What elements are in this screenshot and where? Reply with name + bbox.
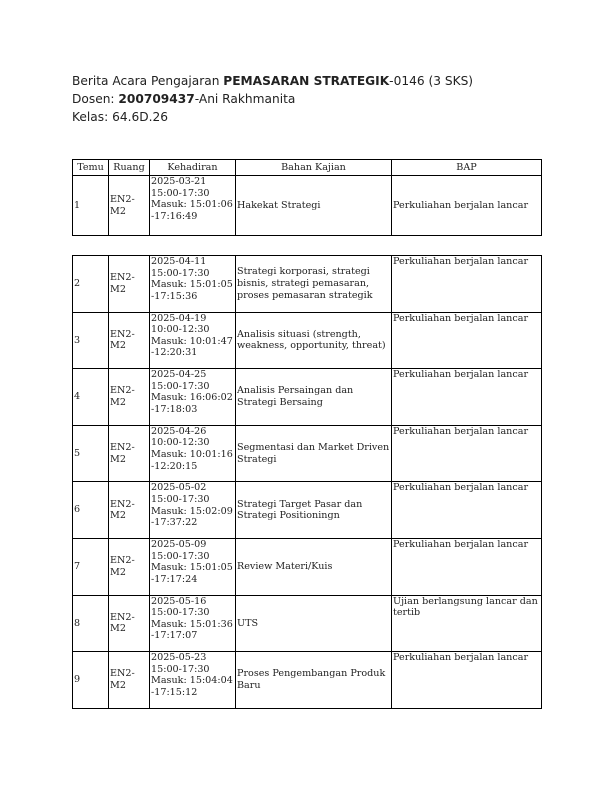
kehadiran-keluar: -17:17:07 <box>151 630 198 642</box>
kehadiran-tanggal: 2025-04-26 <box>151 425 207 437</box>
dosen-name: -Ani Rakhmanita <box>194 92 296 106</box>
col-header-bap: BAP <box>392 160 542 176</box>
cell-ruang: EN2-M2 <box>109 256 150 313</box>
kehadiran-jam: 10:00-12:30 <box>151 324 210 336</box>
attendance-table-continued <box>72 255 542 709</box>
cell-temu: 5 <box>73 425 109 482</box>
cell-bap: Perkuliahan berjalan lancar <box>392 425 542 482</box>
cell-kehadiran <box>150 538 236 595</box>
cell-temu: 3 <box>73 312 109 369</box>
kehadiran-tanggal: 2025-05-02 <box>151 482 207 494</box>
cell-kehadiran <box>150 482 236 539</box>
kehadiran-tanggal: 2025-04-11 <box>151 256 207 267</box>
kehadiran-keluar: -17:16:49 <box>151 210 198 222</box>
cell-bap: Ujian berlangsung lancar dan tertib <box>392 595 542 652</box>
kehadiran-masuk: Masuk: 16:06:02 <box>151 392 233 404</box>
kehadiran-jam: 15:00-17:30 <box>151 267 210 279</box>
cell-bahan-kajian: Strategi korporasi, strategi bisnis, strategi pemasaran, proses pemasaran strategik <box>236 256 392 313</box>
kehadiran-masuk: Masuk: 15:01:05 <box>151 562 233 574</box>
cell-ruang: EN2-M2 <box>109 176 150 236</box>
cell-kehadiran <box>150 176 236 236</box>
kehadiran-tanggal: 2025-04-25 <box>151 369 207 381</box>
course-name: PEMASARAN STRATEGIK <box>223 74 390 88</box>
cell-ruang: EN2-M2 <box>109 369 150 426</box>
cell-bahan-kajian: Proses Pengembangan Produk Baru <box>236 652 392 709</box>
kehadiran-keluar: -17:17:24 <box>151 573 198 585</box>
cell-temu: 7 <box>73 538 109 595</box>
table-row <box>73 369 542 426</box>
kehadiran-keluar: -12:20:31 <box>151 347 198 359</box>
kehadiran-masuk: Masuk: 15:02:09 <box>151 505 233 517</box>
cell-bap: Perkuliahan berjalan lancar <box>392 176 542 236</box>
cell-bahan-kajian: Analisis Persaingan dan Strategi Bersaing <box>236 369 392 426</box>
cell-bap: Perkuliahan berjalan lancar <box>392 538 542 595</box>
table-row <box>73 312 542 369</box>
col-header-bahan-kajian: Bahan Kajian <box>236 160 392 176</box>
kehadiran-masuk: Masuk: 10:01:47 <box>151 335 233 347</box>
col-header-ruang: Ruang <box>109 160 150 176</box>
course-suffix: -0146 (3 SKS) <box>389 74 474 88</box>
cell-ruang: EN2-M2 <box>109 482 150 539</box>
kehadiran-keluar: -17:37:22 <box>151 517 198 529</box>
kehadiran-jam: 15:00-17:30 <box>151 663 210 675</box>
cell-bap: Perkuliahan berjalan lancar <box>392 312 542 369</box>
cell-bahan-kajian: Analisis situasi (strength, weakness, opportunity, threat) <box>236 312 392 369</box>
kehadiran-keluar: -17:15:36 <box>151 290 198 302</box>
cell-kehadiran <box>150 595 236 652</box>
kehadiran-tanggal: 2025-04-19 <box>151 312 207 324</box>
cell-bahan-kajian: UTS <box>236 595 392 652</box>
kehadiran-keluar: -17:15:12 <box>151 686 198 698</box>
cell-temu: 2 <box>73 256 109 313</box>
kehadiran-masuk: Masuk: 15:01:36 <box>151 618 233 630</box>
kehadiran-jam: 15:00-17:30 <box>151 380 210 392</box>
table-row <box>73 176 542 236</box>
dosen-line <box>72 90 473 108</box>
cell-ruang: EN2-M2 <box>109 312 150 369</box>
cell-bap: Perkuliahan berjalan lancar <box>392 369 542 426</box>
title-prefix: Berita Acara Pengajaran <box>72 74 224 88</box>
cell-kehadiran <box>150 652 236 709</box>
cell-temu: 8 <box>73 595 109 652</box>
cell-ruang: EN2-M2 <box>109 425 150 482</box>
col-header-kehadiran: Kehadiran <box>150 160 236 176</box>
document-header <box>72 72 473 126</box>
dosen-label: Dosen: <box>72 92 119 106</box>
cell-bap: Perkuliahan berjalan lancar <box>392 652 542 709</box>
cell-temu: 4 <box>73 369 109 426</box>
kehadiran-keluar: -12:20:15 <box>151 460 198 472</box>
table-row <box>73 482 542 539</box>
kehadiran-jam: 15:00-17:30 <box>151 187 210 199</box>
table-row <box>73 538 542 595</box>
dosen-id: 200709437 <box>118 92 195 106</box>
cell-kehadiran <box>150 256 236 313</box>
cell-bap: Perkuliahan berjalan lancar <box>392 482 542 539</box>
kehadiran-keluar: -17:18:03 <box>151 403 198 415</box>
cell-temu: 1 <box>73 176 109 236</box>
attendance-table-first <box>72 159 542 236</box>
kelas-line: Kelas: 64.6D.26 <box>72 110 168 124</box>
cell-ruang: EN2-M2 <box>109 538 150 595</box>
kehadiran-masuk: Masuk: 10:01:16 <box>151 448 233 460</box>
cell-ruang: EN2-M2 <box>109 595 150 652</box>
kehadiran-masuk: Masuk: 15:01:06 <box>151 199 233 211</box>
kehadiran-tanggal: 2025-05-09 <box>151 538 207 550</box>
kehadiran-jam: 15:00-17:30 <box>151 607 210 619</box>
kehadiran-tanggal: 2025-05-23 <box>151 652 207 664</box>
cell-ruang: EN2-M2 <box>109 652 150 709</box>
table-row <box>73 425 542 482</box>
cell-kehadiran <box>150 369 236 426</box>
kehadiran-jam: 10:00-12:30 <box>151 437 210 449</box>
cell-bap: Perkuliahan berjalan lancar <box>392 256 542 313</box>
kehadiran-tanggal: 2025-05-16 <box>151 595 207 607</box>
cell-bahan-kajian: Hakekat Strategi <box>236 176 392 236</box>
kehadiran-jam: 15:00-17:30 <box>151 550 210 562</box>
table-row <box>73 595 542 652</box>
cell-kehadiran <box>150 425 236 482</box>
kehadiran-masuk: Masuk: 15:04:04 <box>151 675 233 687</box>
kehadiran-masuk: Masuk: 15:01:05 <box>151 279 233 291</box>
table-row <box>73 256 542 313</box>
cell-bahan-kajian: Review Materi/Kuis <box>236 538 392 595</box>
title-line <box>72 72 473 90</box>
cell-temu: 6 <box>73 482 109 539</box>
cell-bahan-kajian: Segmentasi dan Market Driven Strategi <box>236 425 392 482</box>
col-header-temu: Temu <box>73 160 109 176</box>
table-header-row <box>73 160 542 176</box>
cell-temu: 9 <box>73 652 109 709</box>
cell-bahan-kajian: Strategi Target Pasar dan Strategi Positioningn <box>236 482 392 539</box>
kehadiran-tanggal: 2025-03-21 <box>151 176 207 187</box>
kehadiran-jam: 15:00-17:30 <box>151 493 210 505</box>
cell-kehadiran <box>150 312 236 369</box>
table-row <box>73 652 542 709</box>
